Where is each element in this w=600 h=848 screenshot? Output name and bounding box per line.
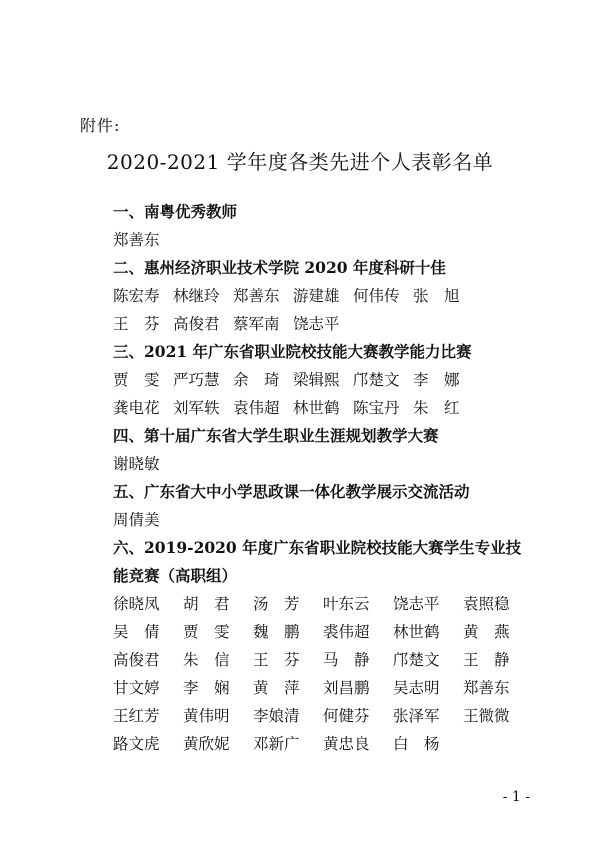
person-name: 郑善东 <box>463 679 510 697</box>
person-name: 朱 红 <box>413 399 460 417</box>
person-name: 路文虎 <box>113 735 160 753</box>
name-row <box>113 366 533 394</box>
name-row <box>113 702 533 730</box>
person-name: 林世鹤 <box>393 623 440 641</box>
name-row <box>113 310 533 338</box>
section-names-1 <box>113 226 533 254</box>
person-name: 邝楚文 <box>393 651 440 669</box>
section-heading-1: 一、南粤优秀教师 <box>113 202 238 221</box>
person-name: 邓新广 <box>253 735 300 753</box>
person-name: 林继玲 <box>173 287 220 305</box>
name-row <box>113 674 533 702</box>
person-name: 蔡军南 <box>233 315 280 333</box>
name-row <box>113 618 533 646</box>
person-name: 胡 君 <box>183 595 230 613</box>
section-names-4 <box>113 450 533 478</box>
person-name: 黄欣妮 <box>183 735 230 753</box>
person-name: 李娘清 <box>253 707 300 725</box>
person-name: 魏 鹏 <box>253 623 300 641</box>
person-name: 刘军轶 <box>173 399 220 417</box>
person-name: 白 杨 <box>393 735 440 753</box>
person-name: 王红芳 <box>113 707 160 725</box>
person-name: 陈宝丹 <box>353 399 400 417</box>
person-name: 邝楚文 <box>353 371 400 389</box>
section-names-6 <box>113 590 533 758</box>
person-name: 林世鹤 <box>293 399 340 417</box>
person-name: 余 琦 <box>233 371 280 389</box>
name-row <box>113 590 533 618</box>
section-heading-6: 六、2019-2020 年度广东省职业院校技能大赛学生专业技能竞赛（高职组） <box>113 538 522 585</box>
section-names-2 <box>113 282 533 338</box>
person-name: 黄 萍 <box>253 679 300 697</box>
person-name: 黄忠良 <box>323 735 370 753</box>
attachment-label: 附件: <box>80 116 121 135</box>
person-name: 贾 雯 <box>113 371 160 389</box>
person-name: 严巧慧 <box>173 371 220 389</box>
person-name: 王 芬 <box>113 315 160 333</box>
person-name: 郑善东 <box>113 231 160 249</box>
person-name: 陈宏寿 <box>113 287 160 305</box>
person-name: 裘伟超 <box>323 623 370 641</box>
name-row <box>113 646 533 674</box>
person-name: 谢晓敏 <box>113 455 160 473</box>
page-number: - 1 - <box>502 789 530 805</box>
name-row <box>113 394 533 422</box>
person-name: 甘文婷 <box>113 679 160 697</box>
person-name: 叶东云 <box>323 595 370 613</box>
award-list <box>113 198 533 758</box>
person-name: 汤 芳 <box>253 595 300 613</box>
person-name: 何伟传 <box>353 287 400 305</box>
section-names-5 <box>113 506 533 534</box>
section-heading-5: 五、广东省大中小学思政课一体化教学展示交流活动 <box>113 482 470 501</box>
person-name: 袁伟超 <box>233 399 280 417</box>
person-name: 王微微 <box>463 707 510 725</box>
person-name: 吴 倩 <box>113 623 160 641</box>
person-name: 李 娜 <box>413 371 460 389</box>
name-row <box>113 282 533 310</box>
person-name: 马 静 <box>323 651 370 669</box>
person-name: 袁照稳 <box>463 595 510 613</box>
person-name: 黄伟明 <box>183 707 230 725</box>
section-heading-3: 三、2021 年广东省职业院校技能大赛教学能力比赛 <box>113 342 472 361</box>
person-name: 梁辑熙 <box>293 371 340 389</box>
person-name: 王 静 <box>463 651 510 669</box>
page-title: 2020-2021 学年度各类先进个人表彰名单 <box>106 150 494 174</box>
person-name: 张泽军 <box>393 707 440 725</box>
person-name: 吴志明 <box>393 679 440 697</box>
section-heading-2: 二、惠州经济职业技术学院 2020 年度科研十佳 <box>113 258 446 277</box>
person-name: 饶志平 <box>393 595 440 613</box>
person-name: 刘昌鹏 <box>323 679 370 697</box>
name-row <box>113 730 533 758</box>
person-name: 郑善东 <box>233 287 280 305</box>
person-name: 张 旭 <box>413 287 460 305</box>
person-name: 饶志平 <box>293 315 340 333</box>
section-names-3 <box>113 366 533 422</box>
person-name: 李 娴 <box>183 679 230 697</box>
person-name: 何健芬 <box>323 707 370 725</box>
person-name: 王 芬 <box>253 651 300 669</box>
person-name: 高俊君 <box>113 651 160 669</box>
person-name: 贾 雯 <box>183 623 230 641</box>
person-name: 朱 信 <box>183 651 230 669</box>
person-name: 周倩美 <box>113 511 160 529</box>
person-name: 徐晓凤 <box>113 595 160 613</box>
person-name: 高俊君 <box>173 315 220 333</box>
person-name: 龚电花 <box>113 399 160 417</box>
section-heading-4: 四、第十届广东省大学生职业生涯规划教学大赛 <box>113 426 439 445</box>
person-name: 游建雄 <box>293 287 340 305</box>
person-name: 黄 燕 <box>463 623 510 641</box>
